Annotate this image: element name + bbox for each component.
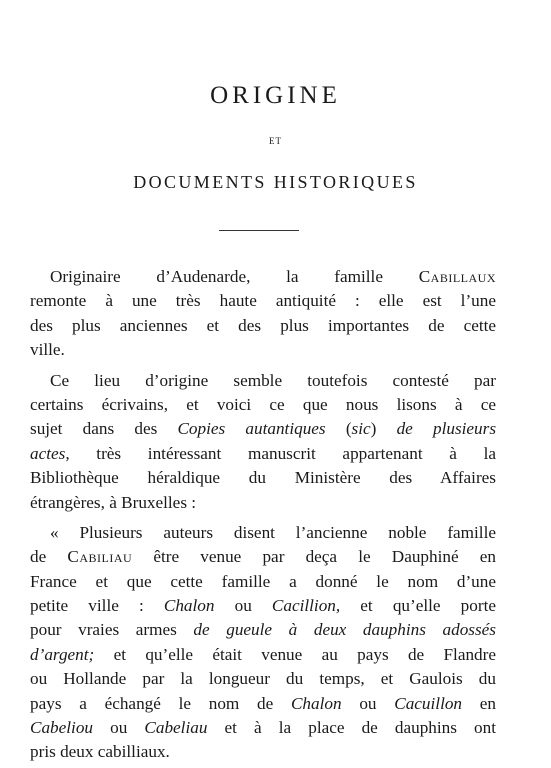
paragraph-3-line-2 — [30, 545, 496, 569]
text-run: ou — [214, 596, 272, 616]
title-separator-rule — [219, 230, 299, 231]
paragraph-2-line-1: Ce lieu d’origine semble toutefois contesté par — [50, 370, 496, 390]
page-title: ORIGINE — [210, 82, 341, 109]
italic-title-copies: Copies autantiques — [177, 419, 326, 439]
italic-sic: sic — [351, 419, 371, 439]
text-run: pour vraies armes — [30, 620, 194, 640]
paragraph-1-line-4: ville. — [30, 340, 65, 360]
paragraph-2-line-4 — [30, 442, 496, 466]
paragraph-2-line-3 — [30, 417, 496, 441]
paragraph-3-line-8 — [30, 692, 496, 716]
text-run: ou — [93, 718, 145, 738]
paragraph-3-line-7: ou Hollande par la longueur du temps, et Gaulois du — [30, 669, 496, 689]
italic-name-cabeliou: Cabeliou — [30, 718, 94, 738]
italic-place-chalon: Chalon — [290, 693, 342, 713]
paragraph-2 — [30, 369, 496, 515]
paragraph-3 — [30, 521, 496, 765]
text-run: petite ville : — [30, 596, 164, 616]
paragraph-2-line-6: étrangères, à Bruxelles : — [30, 492, 197, 512]
text-run: très intéressant manuscrit appartenant à la — [69, 443, 496, 463]
text-run: ou — [341, 693, 395, 713]
italic-place-cacillion: Cacillion, — [271, 596, 341, 616]
family-name-cabillaux: Cabillaux — [418, 267, 496, 286]
text-run: Originaire d’Audenarde, la famille — [50, 267, 419, 286]
paragraph-3-line-4 — [30, 594, 496, 618]
paragraph-3-line-10: pris deux cabilliaux. — [30, 742, 170, 762]
paragraph-3-line-1: « Plusieurs auteurs disent l’ancienne noble famille — [50, 522, 496, 542]
italic-place-cacuillon: Cacuillon — [394, 693, 463, 713]
italic-title-actes: actes, — [30, 443, 70, 463]
paragraph-1-line-3: des plus anciennes et des plus importantes de cette — [30, 315, 496, 335]
text-run: ) — [370, 419, 397, 439]
text-run: ( — [325, 419, 352, 439]
paragraph-3-line-5 — [30, 618, 496, 642]
text-run: sujet dans des — [30, 419, 178, 439]
text-run: et à la place de dauphins ont — [207, 718, 496, 738]
paragraph-2-line-5: Bibliothèque héraldique du Ministère des Affaires — [30, 468, 496, 488]
body-text — [30, 265, 496, 765]
paragraph-3-line-9 — [30, 716, 496, 740]
italic-name-cabeliau: Cabeliau — [144, 718, 208, 738]
paragraph-3-line-6 — [30, 643, 496, 667]
family-name-cabiliau: Cabiliau — [67, 547, 133, 567]
paragraph-1 — [30, 265, 496, 363]
italic-blazon-argent: d’argent; — [30, 644, 95, 664]
paragraph-1-line-2: remonte à une très haute antiquité : elle est l’une — [30, 291, 496, 311]
text-run: et qu’elle était venue au pays de Flandre — [94, 644, 496, 664]
text-run: et qu’elle porte — [340, 596, 496, 616]
page-subtitle: DOCUMENTS HISTORIQUES — [133, 172, 418, 192]
italic-title-plusieurs: de plusieurs — [396, 419, 497, 439]
paragraph-1-line-1 — [30, 265, 496, 289]
italic-blazon: de gueule à deux dauphins adossés — [193, 620, 497, 640]
text-run: pays a échangé le nom de — [30, 693, 291, 713]
paragraph-2-line-2: certains écrivains, et voici ce que nous lisons à ce — [30, 394, 496, 414]
italic-place-chalon: Chalon — [163, 596, 215, 616]
title-conjunction: ET — [269, 136, 282, 146]
text-run: en — [462, 693, 496, 713]
paragraph-3-line-3: France et que cette famille a donné le nom d’une — [30, 571, 496, 591]
text-run: être venue par deça le Dauphiné en — [132, 547, 496, 567]
text-run: de — [30, 547, 68, 567]
